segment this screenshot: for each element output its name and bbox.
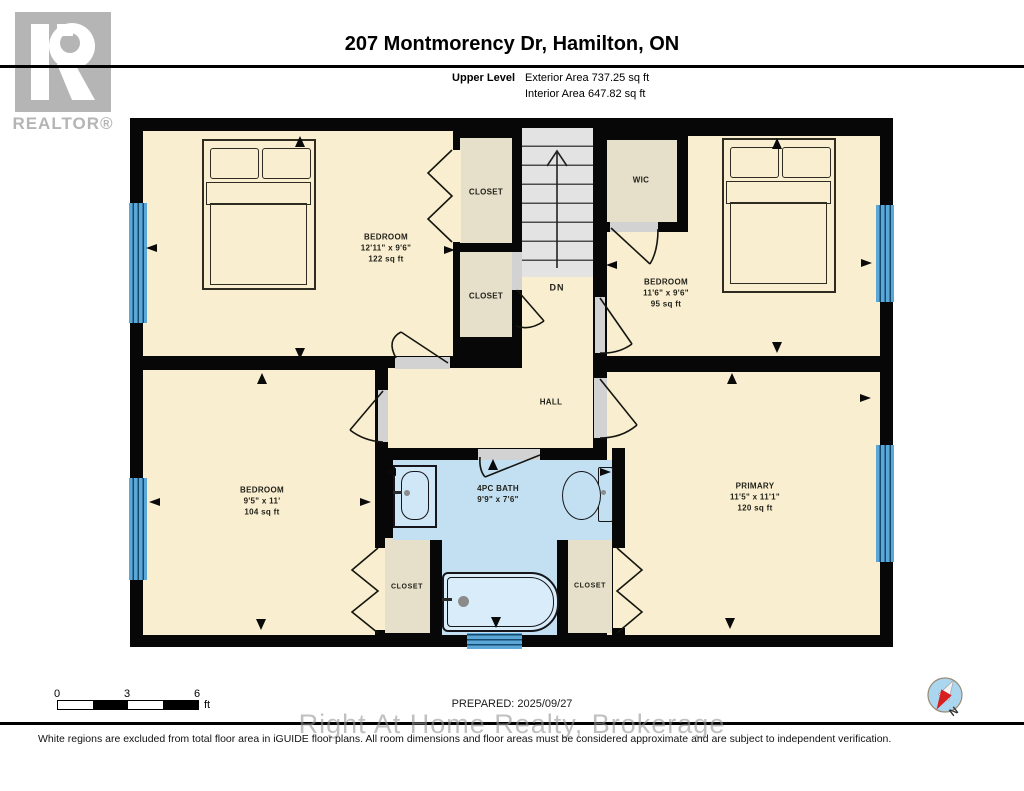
label-bath: 4PC BATH 9'9" x 7'6" bbox=[477, 484, 519, 504]
level-label: Upper Level bbox=[452, 72, 515, 84]
arrow-down-icon bbox=[772, 342, 782, 353]
label-hall: HALL bbox=[539, 397, 563, 407]
exterior-area: Exterior Area 737.25 sq ft bbox=[525, 72, 650, 84]
realtor-wordmark: REALTOR® bbox=[12, 114, 114, 133]
door-leaf-bedroom3 bbox=[350, 391, 383, 430]
arrow-up-icon bbox=[257, 373, 267, 384]
dimension-arrows bbox=[146, 136, 872, 630]
label-bedroom2: BEDROOM 11'6" x 9'6" 95 sq ft bbox=[643, 277, 689, 309]
arrow-right-icon bbox=[444, 246, 455, 254]
interior-area: Interior Area 647.82 sq ft bbox=[525, 88, 646, 100]
compass-north-label: N bbox=[947, 704, 961, 720]
arrow-down-icon bbox=[295, 348, 305, 359]
arrow-up-icon bbox=[488, 459, 498, 470]
door-arc-bedroom2 bbox=[600, 344, 632, 353]
door-arc-wic bbox=[650, 229, 658, 264]
arrow-left-icon bbox=[149, 498, 160, 506]
label-primary: PRIMARY 11'5" x 11'1" 120 sq ft bbox=[730, 481, 780, 513]
label-closet4: CLOSET bbox=[574, 582, 606, 590]
brokerage-watermark: Right At Home Realty, Brokerage bbox=[298, 709, 726, 739]
label-bedroom1: BEDROOM 12'11" x 9'6" 122 sq ft bbox=[360, 232, 412, 264]
door-leaf-bedroom1 bbox=[401, 332, 448, 363]
compass-icon bbox=[920, 672, 972, 728]
arrow-left-icon bbox=[146, 244, 157, 252]
label-stairs-dn: DN bbox=[549, 282, 565, 293]
floor-plan bbox=[130, 118, 893, 647]
door-leaf-primary bbox=[600, 379, 637, 425]
door-arc-bedroom1 bbox=[392, 332, 401, 358]
stair-direction-arrow bbox=[547, 151, 567, 268]
scale-tick-3: 3 bbox=[123, 688, 131, 700]
arrow-up-icon bbox=[295, 136, 305, 147]
arrow-up-icon bbox=[727, 373, 737, 384]
door-arc-bath bbox=[480, 457, 485, 477]
arrow-up-icon bbox=[772, 138, 782, 149]
door-arc-bedroom3 bbox=[350, 430, 383, 442]
level-summary bbox=[0, 71, 1024, 101]
arrow-down-icon bbox=[725, 618, 735, 629]
header-divider bbox=[0, 65, 1024, 68]
label-closet1: CLOSET bbox=[468, 187, 504, 197]
door-leaf-wic bbox=[611, 228, 650, 264]
disclaimer-text: White regions are excluded from total floor area in iGUIDE floor plans. All room dimensions and floor areas must be considered approximate and are subject to independent verification. bbox=[38, 733, 892, 745]
scale-tick-6: 6 bbox=[193, 688, 201, 700]
door-swings bbox=[350, 150, 658, 633]
bifold-closet1 bbox=[428, 150, 452, 242]
label-closet2: CLOSET bbox=[468, 291, 504, 301]
page-title: 207 Montmorency Dr, Hamilton, ON bbox=[344, 33, 680, 55]
door-leaf-closet2 bbox=[517, 290, 544, 321]
arrow-right-icon bbox=[600, 468, 611, 476]
bifold-closet4 bbox=[617, 548, 642, 633]
arrow-left-icon bbox=[385, 468, 396, 476]
arrow-right-icon bbox=[360, 498, 371, 506]
label-wic: WIC bbox=[632, 175, 650, 185]
arrow-right-icon bbox=[861, 259, 872, 267]
arrow-down-icon bbox=[491, 617, 501, 628]
arrow-left-icon bbox=[606, 261, 617, 269]
bifold-closet3 bbox=[352, 548, 378, 633]
label-bedroom3: BEDROOM 9'5" x 11' 104 sq ft bbox=[240, 485, 284, 517]
door-leaf-bedroom2 bbox=[600, 298, 632, 344]
scale-tick-0: 0 bbox=[53, 688, 61, 700]
arrow-right-icon bbox=[860, 394, 871, 402]
door-arc-closet2 bbox=[516, 321, 544, 328]
prepared-date: PREPARED: 2025/09/27 bbox=[451, 698, 573, 710]
arrow-down-icon bbox=[256, 619, 266, 630]
door-arc-primary bbox=[600, 425, 637, 438]
scale-unit: ft bbox=[204, 699, 211, 711]
plan-linework bbox=[130, 118, 893, 647]
label-closet3: CLOSET bbox=[391, 583, 423, 591]
